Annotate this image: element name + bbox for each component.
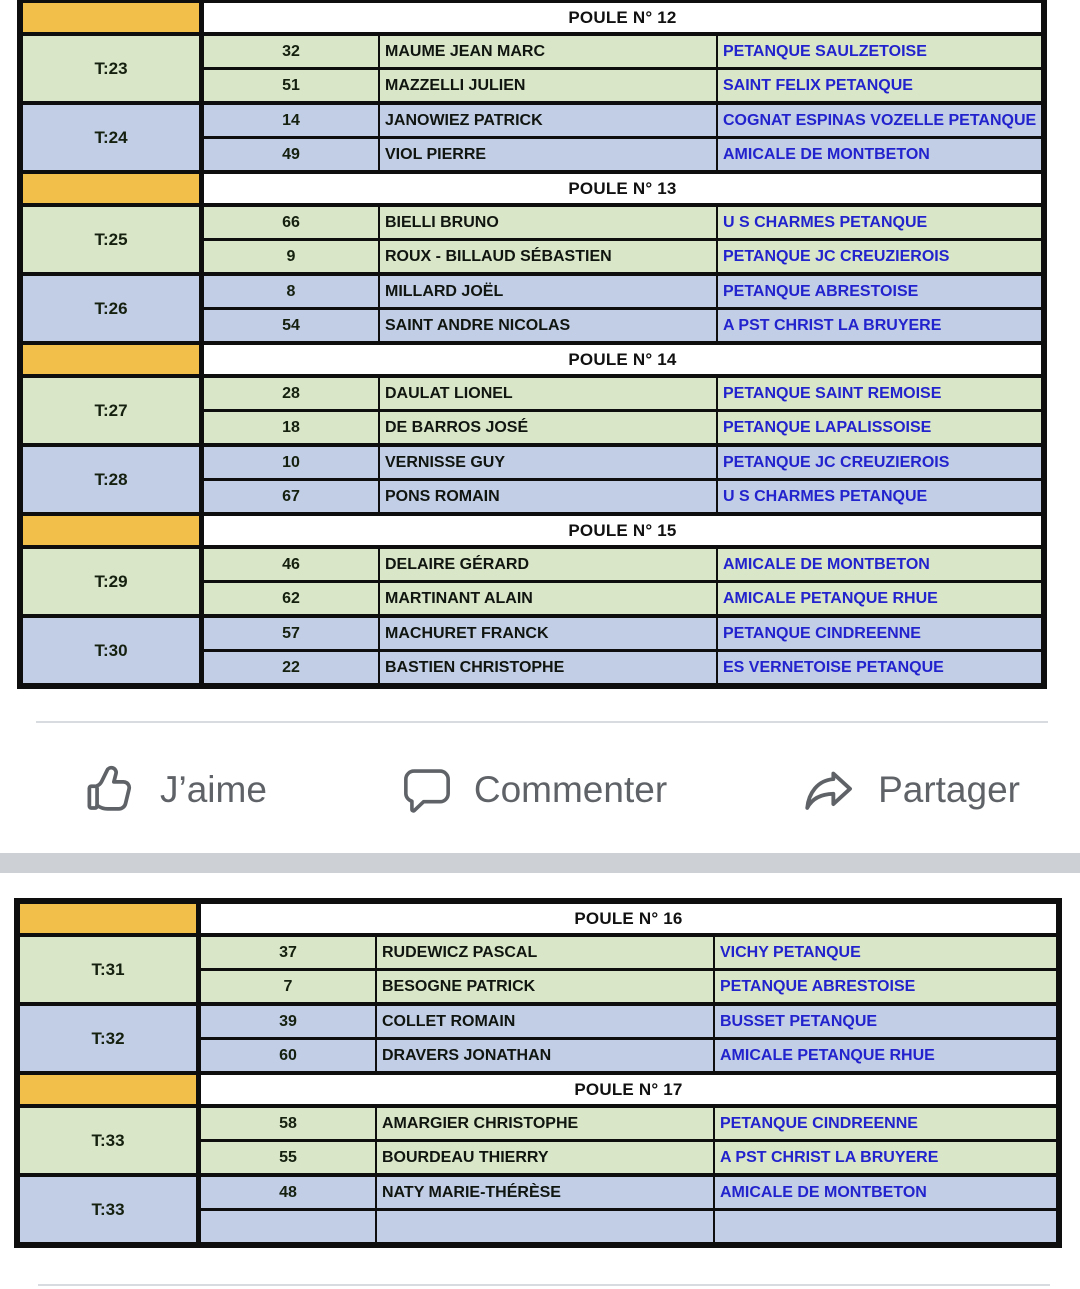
player-row <box>204 70 1041 101</box>
poule-header-spacer <box>23 174 199 203</box>
player-club: AMICALE PETANQUE RHUE <box>715 1040 1056 1071</box>
player-name: NATY MARIE-THÉRÈSE <box>377 1177 713 1208</box>
player-club: PETANQUE ABRESTOISE <box>715 971 1056 1002</box>
post-image-poules-16-17[interactable] <box>14 898 1062 1248</box>
player-club: AMICALE DE MONTBETON <box>715 1177 1056 1208</box>
player-club: PETANQUE SAINT REMOISE <box>718 378 1041 409</box>
terrain-label: T:26 <box>23 276 199 341</box>
player-name: BIELLI BRUNO <box>380 207 716 238</box>
player-name: DE BARROS JOSÉ <box>380 412 716 443</box>
terrain-block <box>23 36 1041 101</box>
player-number: 51 <box>204 70 378 101</box>
player-name: DRAVERS JONATHAN <box>377 1040 713 1071</box>
like-label: J’aime <box>160 769 267 810</box>
poule-header-spacer <box>20 1075 196 1104</box>
player-name: VERNISSE GUY <box>380 447 716 478</box>
player-row <box>204 447 1041 478</box>
block-rows <box>204 378 1041 443</box>
block-rows <box>204 207 1041 272</box>
player-number: 46 <box>204 549 378 580</box>
player-number: 39 <box>201 1006 375 1037</box>
player-number: 32 <box>204 36 378 67</box>
player-row <box>204 652 1041 683</box>
post-divider <box>38 1284 1050 1286</box>
post-action-bar <box>84 748 1020 832</box>
player-row <box>204 207 1041 238</box>
block-rows <box>201 1108 1056 1173</box>
poule-header-spacer <box>23 345 199 374</box>
player-number: 66 <box>204 207 378 238</box>
player-name: COLLET ROMAIN <box>377 1006 713 1037</box>
player-number: 28 <box>204 378 378 409</box>
poule-header-row <box>20 904 1056 933</box>
terrain-label: T:32 <box>20 1006 196 1071</box>
player-club: PETANQUE LAPALISSOISE <box>718 412 1041 443</box>
player-name: BOURDEAU THIERRY <box>377 1142 713 1173</box>
player-number: 14 <box>204 105 378 136</box>
player-name: MARTINANT ALAIN <box>380 583 716 614</box>
terrain-block <box>23 549 1041 614</box>
terrain-label: T:27 <box>23 378 199 443</box>
player-name: RUDEWICZ PASCAL <box>377 937 713 968</box>
share-arrow-icon <box>800 761 858 819</box>
poule-header-spacer <box>23 516 199 545</box>
player-club: AMICALE DE MONTBETON <box>718 139 1041 170</box>
block-rows <box>204 549 1041 614</box>
player-row <box>204 310 1041 341</box>
player-name: ROUX - BILLAUD SÉBASTIEN <box>380 241 716 272</box>
share-button[interactable] <box>800 761 1020 819</box>
player-name: MAUME JEAN MARC <box>380 36 716 67</box>
player-row <box>201 1177 1056 1208</box>
player-row <box>201 1040 1056 1071</box>
player-number: 7 <box>201 971 375 1002</box>
block-rows <box>201 937 1056 1002</box>
player-row <box>204 618 1041 649</box>
player-number: 9 <box>204 241 378 272</box>
player-name: SAINT ANDRE NICOLAS <box>380 310 716 341</box>
block-rows <box>201 1177 1056 1242</box>
terrain-block <box>20 1108 1056 1173</box>
terrain-block <box>20 937 1056 1002</box>
player-row <box>204 276 1041 307</box>
player-number: 54 <box>204 310 378 341</box>
player-row <box>204 378 1041 409</box>
player-row <box>204 139 1041 170</box>
player-name <box>377 1211 713 1242</box>
player-name: JANOWIEZ PATRICK <box>380 105 716 136</box>
player-number: 48 <box>201 1177 375 1208</box>
terrain-label: T:30 <box>23 618 199 683</box>
poule-header-spacer <box>20 904 196 933</box>
player-club: COGNAT ESPINAS VOZELLE PETANQUE <box>718 105 1041 136</box>
player-number: 22 <box>204 652 378 683</box>
player-row <box>201 1006 1056 1037</box>
player-name: BESOGNE PATRICK <box>377 971 713 1002</box>
player-row <box>204 481 1041 512</box>
player-row <box>201 1108 1056 1139</box>
share-label: Partager <box>878 769 1020 810</box>
player-name: MAZZELLI JULIEN <box>380 70 716 101</box>
comment-label: Commenter <box>473 769 668 810</box>
player-club: PETANQUE CINDREENNE <box>718 618 1041 649</box>
block-rows <box>204 36 1041 101</box>
player-club: SAINT FELIX PETANQUE <box>718 70 1041 101</box>
player-club: U S CHARMES PETANQUE <box>718 481 1041 512</box>
player-club: PETANQUE SAULZETOISE <box>718 36 1041 67</box>
player-row <box>201 1211 1056 1242</box>
player-number: 18 <box>204 412 378 443</box>
post-separator-band <box>0 853 1080 873</box>
block-rows <box>204 105 1041 170</box>
post-image-poules-12-15[interactable] <box>17 0 1047 689</box>
player-name: BASTIEN CHRISTOPHE <box>380 652 716 683</box>
poule-header-row <box>20 1075 1056 1104</box>
poule-header-row <box>23 516 1041 545</box>
terrain-block <box>23 207 1041 272</box>
player-number: 37 <box>201 937 375 968</box>
player-name: MILLARD JOËL <box>380 276 716 307</box>
terrain-block <box>23 276 1041 341</box>
terrain-block <box>23 447 1041 512</box>
player-club: U S CHARMES PETANQUE <box>718 207 1041 238</box>
player-club: AMICALE DE MONTBETON <box>718 549 1041 580</box>
player-number: 55 <box>201 1142 375 1173</box>
player-name: AMARGIER CHRISTOPHE <box>377 1108 713 1139</box>
terrain-block <box>23 105 1041 170</box>
block-rows <box>204 618 1041 683</box>
poule-title: POULE N° 12 <box>204 3 1041 32</box>
player-row <box>201 937 1056 968</box>
player-club: A PST CHRIST LA BRUYERE <box>718 310 1041 341</box>
player-number: 10 <box>204 447 378 478</box>
player-club: PETANQUE JC CREUZIEROIS <box>718 447 1041 478</box>
terrain-label: T:23 <box>23 36 199 101</box>
poule-title: POULE N° 14 <box>204 345 1041 374</box>
terrain-label: T:33 <box>20 1177 196 1242</box>
poule-title: POULE N° 17 <box>201 1075 1056 1104</box>
player-number: 58 <box>201 1108 375 1139</box>
player-name: DELAIRE GÉRARD <box>380 549 716 580</box>
thumbs-up-icon <box>84 762 140 818</box>
poule-title: POULE N° 16 <box>201 904 1056 933</box>
block-rows <box>204 447 1041 512</box>
player-club: AMICALE PETANQUE RHUE <box>718 583 1041 614</box>
player-row <box>204 36 1041 67</box>
poule-title: POULE N° 13 <box>204 174 1041 203</box>
player-number: 60 <box>201 1040 375 1071</box>
block-rows <box>204 276 1041 341</box>
terrain-label: T:33 <box>20 1108 196 1173</box>
post-divider <box>36 721 1048 723</box>
player-club: PETANQUE JC CREUZIEROIS <box>718 241 1041 272</box>
block-rows <box>201 1006 1056 1071</box>
player-club: PETANQUE ABRESTOISE <box>718 276 1041 307</box>
player-number <box>201 1211 375 1242</box>
player-name: DAULAT LIONEL <box>380 378 716 409</box>
comment-bubble-icon <box>400 763 454 817</box>
terrain-block <box>23 378 1041 443</box>
player-row <box>204 583 1041 614</box>
poule-title: POULE N° 15 <box>204 516 1041 545</box>
player-club: A PST CHRIST LA BRUYERE <box>715 1142 1056 1173</box>
player-name: PONS ROMAIN <box>380 481 716 512</box>
terrain-block <box>20 1177 1056 1242</box>
poule-header-row <box>23 174 1041 203</box>
terrain-label: T:24 <box>23 105 199 170</box>
player-row <box>204 241 1041 272</box>
player-row <box>204 549 1041 580</box>
player-row <box>204 105 1041 136</box>
comment-button[interactable] <box>400 763 667 817</box>
terrain-block <box>20 1006 1056 1071</box>
like-button[interactable] <box>84 762 267 818</box>
poule-header-spacer <box>23 3 199 32</box>
terrain-label: T:31 <box>20 937 196 1002</box>
player-club <box>715 1211 1056 1242</box>
player-club: PETANQUE CINDREENNE <box>715 1108 1056 1139</box>
player-row <box>204 412 1041 443</box>
player-club: BUSSET PETANQUE <box>715 1006 1056 1037</box>
poule-header-row <box>23 345 1041 374</box>
terrain-label: T:28 <box>23 447 199 512</box>
player-club: VICHY PETANQUE <box>715 937 1056 968</box>
terrain-label: T:25 <box>23 207 199 272</box>
player-number: 8 <box>204 276 378 307</box>
player-number: 49 <box>204 139 378 170</box>
player-row <box>201 1142 1056 1173</box>
poule-header-row <box>23 3 1041 32</box>
terrain-label: T:29 <box>23 549 199 614</box>
terrain-block <box>23 618 1041 683</box>
player-name: MACHURET FRANCK <box>380 618 716 649</box>
player-club: ES VERNETOISE PETANQUE <box>718 652 1041 683</box>
player-row <box>201 971 1056 1002</box>
player-number: 62 <box>204 583 378 614</box>
player-name: VIOL PIERRE <box>380 139 716 170</box>
player-number: 57 <box>204 618 378 649</box>
player-number: 67 <box>204 481 378 512</box>
